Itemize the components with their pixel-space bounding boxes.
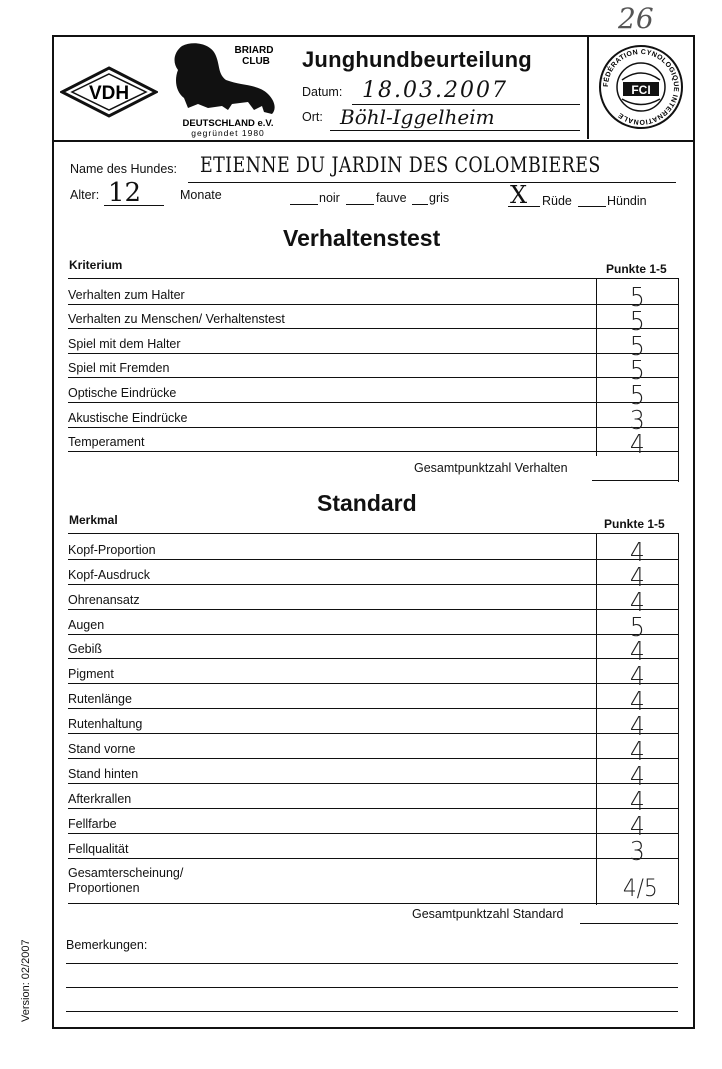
header-divider bbox=[52, 140, 695, 142]
standard-row bbox=[68, 585, 678, 618]
svg-text:CLUB: CLUB bbox=[242, 56, 270, 67]
standard-row bbox=[68, 560, 678, 593]
verhalten-total-field bbox=[592, 480, 678, 481]
vdh-logo bbox=[60, 66, 158, 118]
verhalten-score: 5 bbox=[630, 380, 646, 411]
standard-row bbox=[68, 784, 678, 817]
dog-name-underline bbox=[188, 182, 676, 183]
verhalten-row-line bbox=[68, 451, 678, 452]
standard-score: 5 bbox=[630, 612, 646, 643]
verhalten-row bbox=[68, 403, 678, 436]
fci-logo bbox=[598, 44, 684, 130]
dog-name-value: ETIENNE DU JARDIN DES COLOMBIERES bbox=[200, 153, 601, 177]
standard-score: 4 bbox=[630, 637, 646, 668]
svg-text:DEUTSCHLAND e.V.: DEUTSCHLAND e.V. bbox=[182, 118, 274, 129]
standard-row-label: Afterkrallen bbox=[68, 791, 132, 806]
fauve-blank bbox=[346, 204, 374, 205]
remarks-line-2 bbox=[66, 987, 678, 988]
ort-underline bbox=[330, 130, 580, 131]
standard-row-gesamterscheinung: Gesamterscheinung/ Proportionen 4/5 bbox=[68, 858, 678, 904]
dog-name-label: Name des Hundes: bbox=[70, 162, 178, 176]
score-gesamterscheinung: 4/5 bbox=[623, 874, 659, 902]
standard-score: 4 bbox=[630, 662, 646, 693]
standard-row bbox=[68, 535, 678, 568]
verhalten-header-line bbox=[68, 278, 678, 279]
briard-club-logo bbox=[168, 40, 280, 138]
svg-text:gegründet 1980: gegründet 1980 bbox=[191, 128, 265, 138]
verhalten-score: 5 bbox=[630, 331, 646, 362]
form-title: Junghundbeurteilung bbox=[302, 47, 532, 72]
standard-score: 4 bbox=[630, 786, 646, 817]
standard-row-label: Stand hinten bbox=[68, 766, 139, 781]
verhalten-row-label: Spiel mit dem Halter bbox=[68, 336, 181, 351]
standard-score: 4 bbox=[630, 811, 646, 842]
remarks-line-1 bbox=[66, 963, 678, 964]
ruede-label: Rüde bbox=[542, 194, 572, 208]
verhalten-row bbox=[68, 305, 678, 338]
huendin-label: Hündin bbox=[607, 194, 647, 208]
standard-total-field bbox=[580, 923, 678, 924]
verhalten-row-label: Optische Eindrücke bbox=[68, 385, 177, 400]
verhalten-row bbox=[68, 280, 678, 313]
verhalten-title: Verhaltenstest bbox=[283, 225, 441, 251]
verhalten-row-label: Spiel mit Fremden bbox=[68, 361, 170, 376]
standard-col-feature: Merkmal bbox=[69, 513, 118, 527]
datum-label: Datum: bbox=[302, 85, 343, 99]
standard-row-label: Kopf-Proportion bbox=[68, 542, 156, 557]
verhalten-col-criterion: Kriterium bbox=[69, 258, 123, 272]
monate-label: Monate bbox=[180, 188, 222, 202]
standard-row-label: Rutenhaltung bbox=[68, 717, 143, 732]
verhalten-points-column-right bbox=[678, 278, 679, 482]
version-label: Version: 02/2007 bbox=[20, 939, 32, 1022]
standard-score: 4 bbox=[630, 712, 646, 743]
standard-row-label: Fellqualität bbox=[68, 841, 129, 856]
standard-total-label: Gesamtpunktzahl Standard bbox=[412, 907, 564, 921]
ruede-mark: X bbox=[510, 181, 528, 209]
standard-score: 4 bbox=[630, 537, 646, 568]
noir-label: noir bbox=[319, 191, 340, 205]
verhalten-score: 3 bbox=[630, 405, 646, 436]
standard-row-label: Ohrenansatz bbox=[68, 592, 140, 607]
svg-text:FCI: FCI bbox=[631, 83, 651, 97]
standard-score: 3 bbox=[630, 836, 646, 867]
svg-text:FÉDÉRATION CYNOLOGIQUE INTERNA: FÉDÉRATION CYNOLOGIQUE INTERNATIONALE bbox=[602, 48, 680, 126]
verhalten-total-label: Gesamtpunktzahl Verhalten bbox=[414, 461, 568, 475]
standard-row-label: Kopf-Ausdruck bbox=[68, 567, 150, 582]
standard-title: Standard bbox=[317, 490, 417, 516]
standard-header-line bbox=[68, 533, 678, 534]
verhalten-score: 5 bbox=[630, 282, 646, 313]
alter-label: Alter: bbox=[70, 188, 100, 202]
gris-label: gris bbox=[429, 191, 450, 205]
verhalten-row-label: Akustische Eindrücke bbox=[68, 410, 188, 425]
standard-score: 4 bbox=[630, 737, 646, 768]
verhalten-score: 4 bbox=[630, 430, 646, 461]
huendin-blank bbox=[578, 206, 606, 207]
verhalten-row bbox=[68, 378, 678, 411]
standard-row bbox=[68, 759, 678, 792]
standard-row-label: Rutenlänge bbox=[68, 692, 132, 707]
ort-value: Böhl-Iggelheim bbox=[340, 105, 495, 129]
remarks-line-3 bbox=[66, 1011, 678, 1012]
verhalten-row bbox=[68, 329, 678, 362]
verhalten-row-label: Verhalten zum Halter bbox=[68, 287, 185, 302]
standard-row bbox=[68, 734, 678, 768]
standard-row-label: Stand vorne bbox=[68, 742, 136, 757]
verhalten-col-points: Punkte 1-5 bbox=[606, 262, 667, 276]
datum-value: 18.03.2007 bbox=[362, 78, 508, 103]
standard-score: 4 bbox=[630, 761, 646, 792]
verhalten-row-label: Temperament bbox=[68, 435, 145, 450]
ort-label: Ort: bbox=[302, 110, 323, 124]
alter-underline bbox=[104, 205, 164, 206]
verhalten-row-label: Verhalten zu Menschen/ Verhaltenstest bbox=[68, 312, 285, 327]
standard-row-label: Augen bbox=[68, 617, 105, 632]
standard-row-label: Pigment bbox=[68, 667, 114, 682]
page-number: 26 bbox=[618, 2, 654, 35]
standard-row-label: Fellfarbe bbox=[68, 816, 117, 831]
standard-row bbox=[68, 660, 678, 693]
standard-row bbox=[68, 610, 678, 643]
verhalten-row bbox=[68, 354, 678, 387]
standard-row bbox=[68, 709, 678, 743]
fauve-label: fauve bbox=[376, 191, 407, 205]
standard-row bbox=[68, 809, 678, 842]
verhalten-score: 5 bbox=[630, 307, 646, 338]
noir-blank bbox=[290, 204, 318, 205]
standard-row-label: Gebiß bbox=[68, 642, 103, 657]
standard-score: 4 bbox=[630, 687, 646, 718]
remarks-label: Bemerkungen: bbox=[66, 938, 148, 952]
standard-row bbox=[68, 684, 678, 718]
verhalten-row bbox=[68, 428, 678, 461]
standard-score: 4 bbox=[630, 562, 646, 593]
standard-row bbox=[68, 635, 678, 668]
vdh-logo-text: VDH bbox=[88, 83, 130, 104]
alter-value: 12 bbox=[108, 178, 142, 208]
standard-row bbox=[68, 834, 678, 867]
standard-score: 4 bbox=[630, 587, 646, 618]
verhalten-score: 5 bbox=[630, 356, 646, 387]
standard-col-points: Punkte 1-5 bbox=[604, 517, 665, 531]
svg-text:BRIARD: BRIARD bbox=[234, 45, 274, 56]
gris-blank bbox=[412, 204, 428, 205]
standard-points-column-right bbox=[678, 533, 679, 905]
